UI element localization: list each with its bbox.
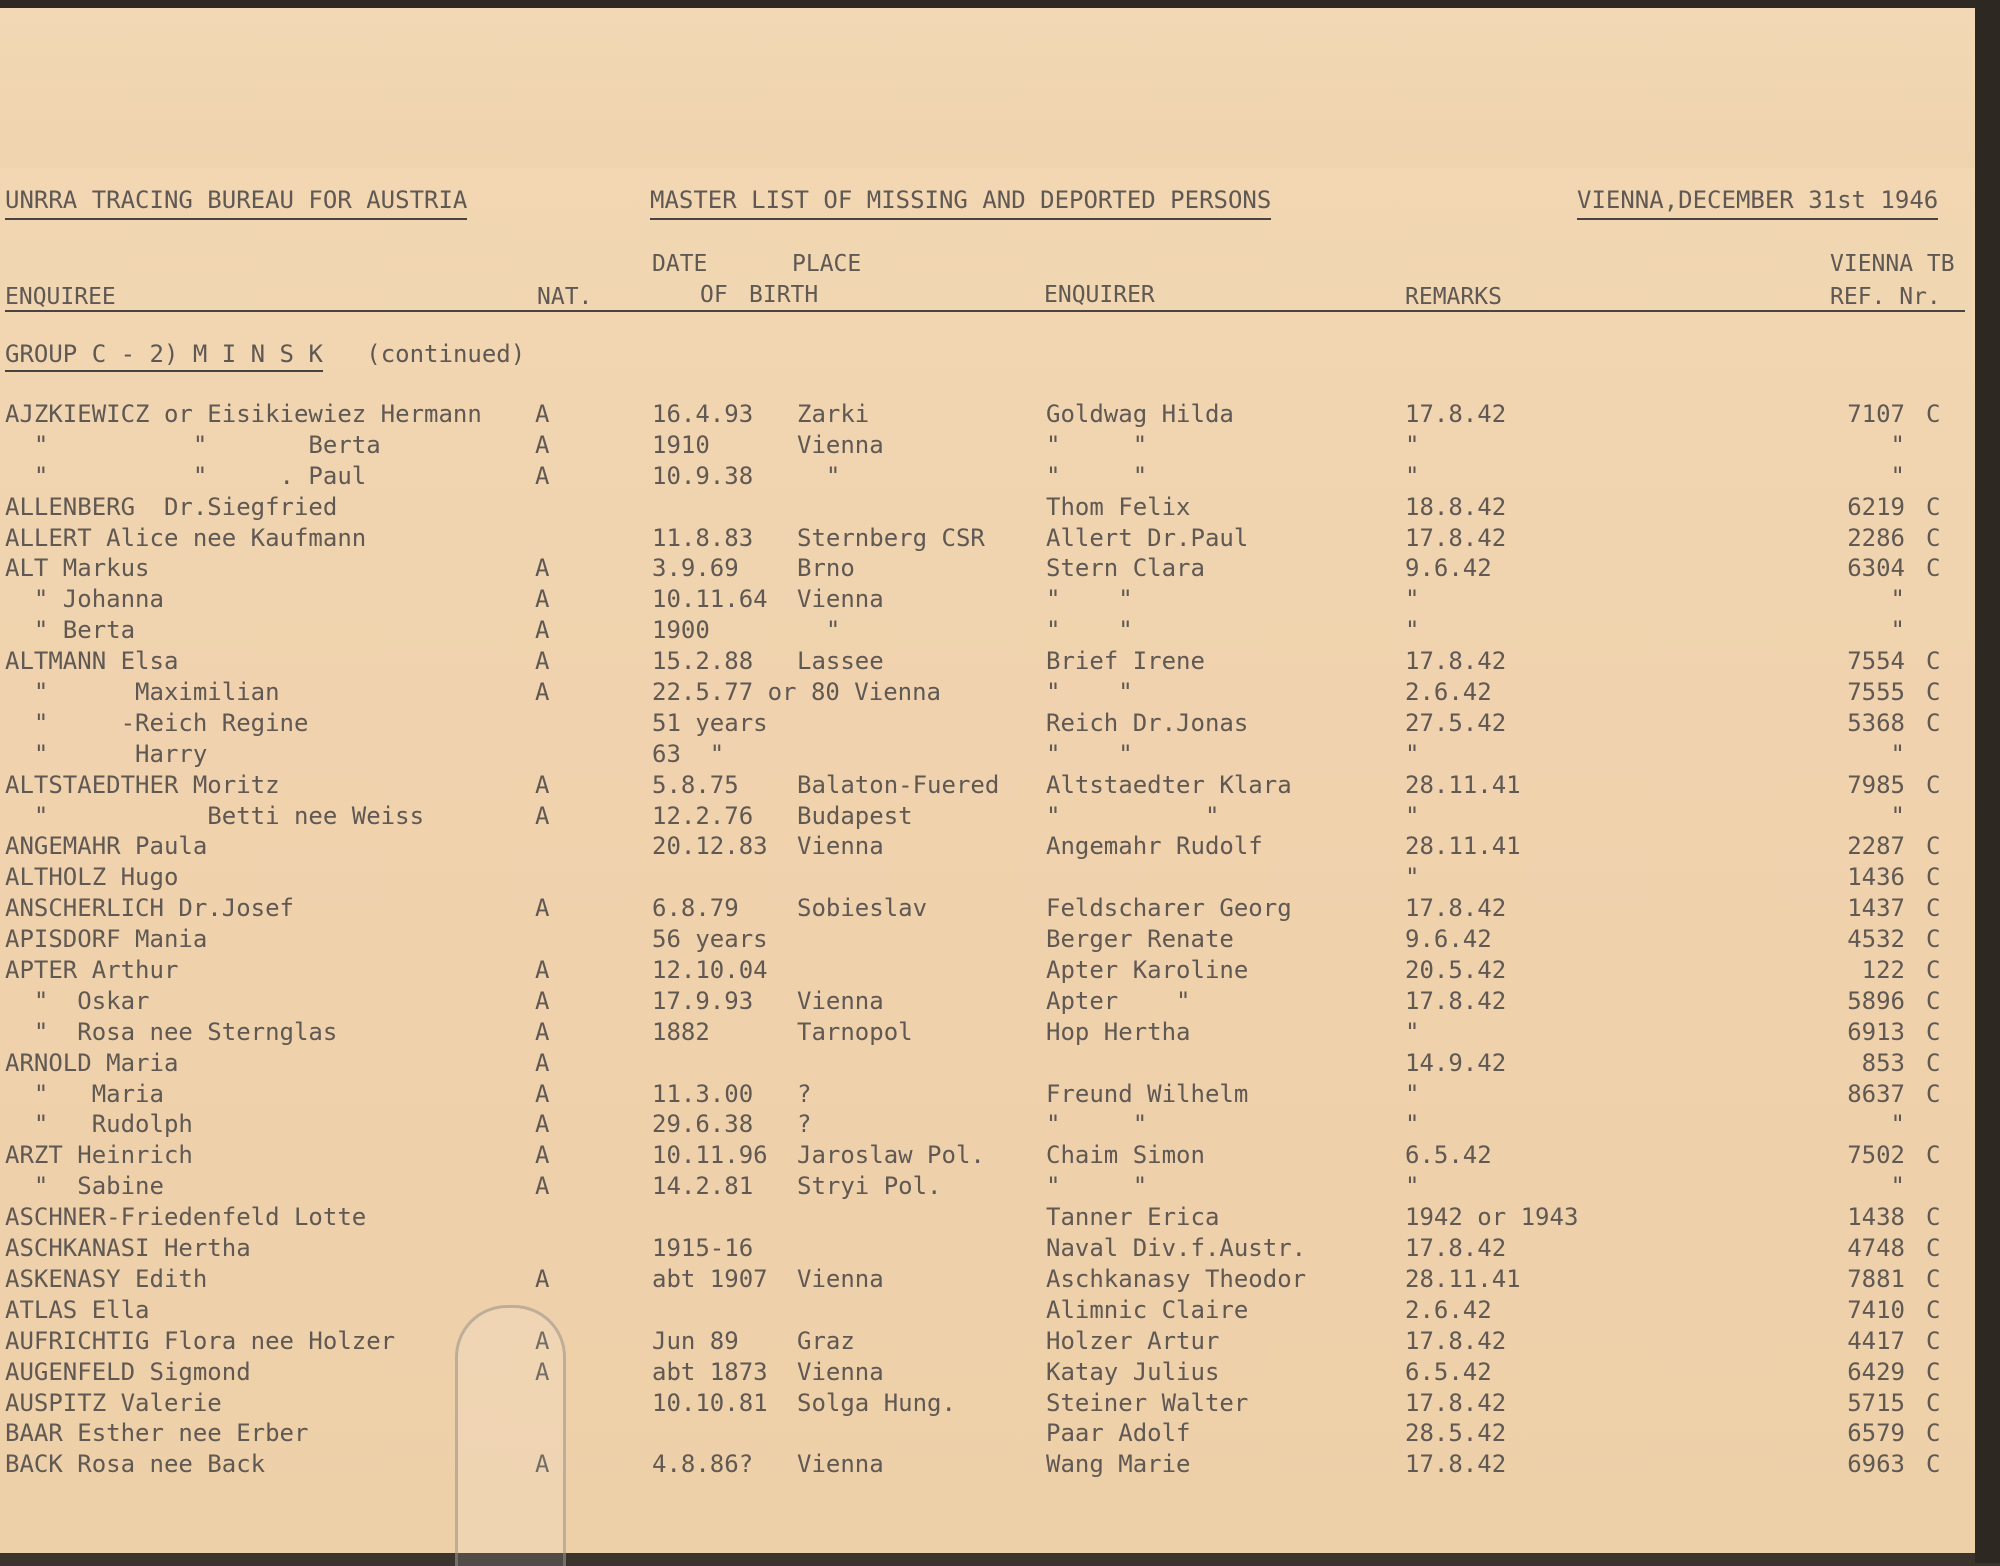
remarks-cell: 28.11.41	[1405, 770, 1521, 799]
table-row	[0, 1450, 1975, 1481]
enquiree-cell: " -Reich Regine	[5, 708, 309, 737]
reference-number-cell: 5368	[1847, 708, 1905, 737]
reference-number-cell: "	[1890, 585, 1905, 614]
reference-number-cell: 1436	[1847, 863, 1905, 892]
enquiree-cell: ASCHNER-Friedenfeld Lotte	[5, 1203, 367, 1232]
nationality-cell: A	[535, 986, 550, 1015]
enquirer-cell: Stern Clara	[1046, 554, 1205, 583]
enquirer-cell: " "	[1046, 739, 1133, 768]
reference-number-cell: 1437	[1847, 894, 1905, 923]
birth-date-cell: 6.8.79	[652, 894, 739, 923]
birth-date-cell: 14.2.81	[652, 1172, 754, 1201]
reference-code-cell: C	[1926, 1234, 1941, 1263]
table-row	[0, 1110, 1975, 1141]
enquirer-cell: Angemahr Rudolf	[1046, 832, 1263, 861]
remarks-cell: 17.8.42	[1405, 1450, 1507, 1479]
birth-date-cell: 10.9.38	[652, 461, 754, 490]
column-place-top: PLACE	[792, 251, 862, 277]
person-list	[0, 400, 1975, 1481]
table-row	[0, 1080, 1975, 1111]
table-row	[0, 493, 1975, 524]
nationality-cell: A	[535, 678, 550, 707]
reference-code-cell: C	[1926, 1450, 1941, 1479]
birth-date-cell: 1915-16	[652, 1234, 754, 1263]
nationality-cell: A	[535, 801, 550, 830]
enquiree-cell: ALTMANN Elsa	[5, 647, 179, 676]
nationality-cell: A	[535, 554, 550, 583]
remarks-cell: 14.9.42	[1405, 1048, 1507, 1077]
birth-place-cell: Graz	[797, 1326, 855, 1355]
enquirer-cell: Holzer Artur	[1046, 1326, 1220, 1355]
header-date: VIENNA,DECEMBER 31st 1946	[1577, 186, 1938, 220]
table-row	[0, 1265, 1975, 1296]
birth-date-cell: 11.3.00	[652, 1079, 754, 1108]
nationality-cell: A	[535, 1172, 550, 1201]
birth-place-cell: ?	[797, 1079, 812, 1108]
enquirer-cell: Paar Adolf	[1046, 1419, 1191, 1448]
enquiree-cell: ASKENASY Edith	[5, 1264, 208, 1293]
enquirer-cell: Aschkanasy Theodor	[1046, 1264, 1307, 1293]
table-row	[0, 894, 1975, 925]
enquiree-cell: ALTHOLZ Hugo	[5, 863, 179, 892]
enquiree-cell: " " Berta	[5, 430, 381, 459]
birth-date-cell: 1882	[652, 1017, 710, 1046]
birth-date-cell: 15.2.88	[652, 647, 754, 676]
header-title: MASTER LIST OF MISSING AND DEPORTED PERSONS	[650, 186, 1271, 220]
remarks-cell: 17.8.42	[1405, 400, 1507, 428]
enquiree-cell: AUFRICHTIG Flora nee Holzer	[5, 1326, 396, 1355]
birth-date-cell: 1900	[652, 616, 710, 645]
reference-number-cell: 7410	[1847, 1295, 1905, 1324]
reference-number-cell: 6304	[1847, 554, 1905, 583]
table-row	[0, 678, 1975, 709]
remarks-cell: "	[1405, 739, 1420, 768]
enquirer-cell: Goldwag Hilda	[1046, 400, 1234, 428]
enquirer-cell: Apter Karoline	[1046, 956, 1249, 985]
reference-number-cell: 122	[1861, 956, 1905, 985]
reference-number-cell: 4532	[1847, 925, 1905, 954]
remarks-cell: "	[1405, 430, 1420, 459]
remarks-cell: 18.8.42	[1405, 492, 1507, 521]
birth-date-cell: 11.8.83	[652, 523, 754, 552]
nationality-cell: A	[535, 585, 550, 614]
table-row	[0, 1234, 1975, 1265]
reference-code-cell: C	[1926, 832, 1941, 861]
birth-place-cell: Balaton-Fuered	[797, 770, 1000, 799]
birth-date-cell: 12.10.04	[652, 956, 768, 985]
nationality-cell: A	[535, 616, 550, 645]
nationality-cell: A	[535, 1264, 550, 1293]
table-row	[0, 1419, 1975, 1450]
table-row	[0, 802, 1975, 833]
reference-code-cell: C	[1926, 1203, 1941, 1232]
paper-clip	[455, 1305, 566, 1566]
reference-code-cell: C	[1926, 647, 1941, 676]
birth-date-cell: 4.8.86?	[652, 1450, 754, 1479]
reference-code-cell: C	[1926, 1388, 1941, 1417]
reference-number-cell: 8637	[1847, 1079, 1905, 1108]
table-row	[0, 771, 1975, 802]
reference-number-cell: "	[1890, 461, 1905, 490]
remarks-cell: "	[1405, 1110, 1420, 1139]
column-ref-top: VIENNA TB	[1830, 251, 1955, 277]
remarks-cell: 2.6.42	[1405, 678, 1492, 707]
reference-number-cell: "	[1890, 739, 1905, 768]
remarks-cell: 9.6.42	[1405, 554, 1492, 583]
table-row	[0, 863, 1975, 894]
birth-place-cell: Budapest	[797, 801, 913, 830]
nationality-cell: A	[535, 1017, 550, 1046]
remarks-cell: "	[1405, 1172, 1420, 1201]
table-row	[0, 1296, 1975, 1327]
reference-number-cell: 1438	[1847, 1203, 1905, 1232]
remarks-cell: 17.8.42	[1405, 1234, 1507, 1263]
reference-number-cell: "	[1890, 430, 1905, 459]
reference-code-cell: C	[1926, 1264, 1941, 1293]
nationality-cell: A	[535, 1079, 550, 1108]
birth-place-cell: Stryi Pol.	[797, 1172, 942, 1201]
nationality-cell: A	[535, 647, 550, 676]
birth-date-cell: 10.11.64	[652, 585, 768, 614]
reference-code-cell: C	[1926, 770, 1941, 799]
birth-date-cell: abt 1873	[652, 1357, 768, 1386]
column-date-bottom: OF	[700, 282, 728, 308]
birth-place-cell: Tarnopol	[797, 1017, 913, 1046]
birth-date-cell: 3.9.69	[652, 554, 739, 583]
birth-place-cell: Jaroslaw Pol.	[797, 1141, 985, 1170]
table-row	[0, 1327, 1975, 1358]
enquiree-cell: " Johanna	[5, 585, 164, 614]
birth-date-cell: 22.5.77 or 80 Vienna	[652, 678, 941, 707]
birth-place-cell: ?	[797, 1110, 812, 1139]
enquiree-cell: " Rudolph	[5, 1110, 193, 1139]
reference-code-cell: C	[1926, 986, 1941, 1015]
birth-date-cell: 29.6.38	[652, 1110, 754, 1139]
birth-date-cell: 10.10.81	[652, 1388, 768, 1417]
paper-fold-shading	[0, 8, 1975, 168]
remarks-cell: 1942 or 1943	[1405, 1203, 1579, 1232]
birth-place-cell: Vienna	[797, 585, 884, 614]
reference-number-cell: 7881	[1847, 1264, 1905, 1293]
birth-place-cell: Solga Hung.	[797, 1388, 956, 1417]
nationality-cell: A	[535, 1110, 550, 1139]
remarks-cell: 27.5.42	[1405, 708, 1507, 737]
reference-number-cell: 7554	[1847, 647, 1905, 676]
enquirer-cell: " "	[1046, 801, 1220, 830]
enquiree-cell: ANSCHERLICH Dr.Josef	[5, 894, 294, 923]
reference-code-cell: C	[1926, 925, 1941, 954]
birth-place-cell: Vienna	[797, 832, 884, 861]
remarks-cell: 28.11.41	[1405, 1264, 1521, 1293]
enquirer-cell: Brief Irene	[1046, 647, 1205, 676]
remarks-cell: 2.6.42	[1405, 1295, 1492, 1324]
enquiree-cell: BAAR Esther nee Erber	[5, 1419, 309, 1448]
birth-place-cell: Vienna	[797, 1264, 884, 1293]
birth-date-cell: 56 years	[652, 925, 768, 954]
table-row	[0, 585, 1975, 616]
remarks-cell: 28.11.41	[1405, 832, 1521, 861]
nationality-cell: A	[535, 1450, 550, 1479]
reference-number-cell: 4748	[1847, 1234, 1905, 1263]
birth-date-cell: Jun 89	[652, 1326, 739, 1355]
nationality-cell: A	[535, 1326, 550, 1355]
header-rule	[5, 310, 1965, 312]
remarks-cell: "	[1405, 801, 1420, 830]
table-row	[0, 400, 1975, 431]
enquirer-cell: " "	[1046, 430, 1148, 459]
reference-number-cell: 7985	[1847, 770, 1905, 799]
reference-number-cell: 2286	[1847, 523, 1905, 552]
enquiree-cell: ALT Markus	[5, 554, 150, 583]
nationality-cell: A	[535, 1141, 550, 1170]
group-note: (continued)	[366, 340, 526, 368]
enquiree-cell: " Oskar	[5, 986, 150, 1015]
enquiree-cell: ALLERT Alice nee Kaufmann	[5, 523, 367, 552]
enquirer-cell: Reich Dr.Jonas	[1046, 708, 1249, 737]
enquirer-cell: Tanner Erica	[1046, 1203, 1220, 1232]
reference-number-cell: 5896	[1847, 986, 1905, 1015]
column-remarks: REMARKS	[1405, 284, 1502, 310]
reference-number-cell: 5715	[1847, 1388, 1905, 1417]
reference-number-cell: 7555	[1847, 678, 1905, 707]
reference-code-cell: C	[1926, 1017, 1941, 1046]
enquiree-cell: ARNOLD Maria	[5, 1048, 179, 1077]
birth-date-cell: 16.4.93	[652, 400, 754, 428]
enquirer-cell: " "	[1046, 678, 1133, 707]
group-heading	[5, 340, 525, 368]
enquiree-cell: ALTSTAEDTHER Moritz	[5, 770, 280, 799]
reference-number-cell: 2287	[1847, 832, 1905, 861]
group-label: GROUP C - 2) M I N S K	[5, 340, 323, 372]
table-row	[0, 431, 1975, 462]
column-place-bottom: BIRTH	[749, 282, 819, 308]
table-row	[0, 1172, 1975, 1203]
column-nationality: NAT.	[537, 284, 593, 310]
reference-code-cell: C	[1926, 1357, 1941, 1386]
table-row	[0, 1358, 1975, 1389]
table-row	[0, 616, 1975, 647]
enquirer-cell: " "	[1046, 585, 1133, 614]
enquirer-cell: Thom Felix	[1046, 492, 1191, 521]
enquirer-cell: Alimnic Claire	[1046, 1295, 1249, 1324]
reference-code-cell: C	[1926, 1048, 1941, 1077]
enquiree-cell: " Harry	[5, 739, 208, 768]
table-row	[0, 956, 1975, 987]
enquirer-cell: Wang Marie	[1046, 1450, 1191, 1479]
birth-place-cell: Vienna	[797, 1450, 884, 1479]
table-row	[0, 740, 1975, 771]
column-enquiree: ENQUIREE	[5, 284, 116, 310]
table-row	[0, 709, 1975, 740]
remarks-cell: "	[1405, 461, 1420, 490]
birth-place-cell: Zarki	[797, 400, 870, 428]
reference-code-cell: C	[1926, 894, 1941, 923]
reference-code-cell: C	[1926, 1295, 1941, 1324]
table-row	[0, 1049, 1975, 1080]
reference-number-cell: "	[1890, 616, 1905, 645]
remarks-cell: 6.5.42	[1405, 1141, 1492, 1170]
enquirer-cell: Altstaedter Klara	[1046, 770, 1292, 799]
table-row	[0, 554, 1975, 585]
column-ref-bottom: REF. Nr.	[1830, 284, 1941, 310]
nationality-cell: A	[535, 894, 550, 923]
enquirer-cell: Freund Wilhelm	[1046, 1079, 1249, 1108]
birth-place-cell: Brno	[797, 554, 855, 583]
table-row	[0, 1018, 1975, 1049]
birth-place-cell: "	[797, 461, 841, 490]
reference-code-cell: C	[1926, 678, 1941, 707]
nationality-cell: A	[535, 400, 550, 428]
remarks-cell: 17.8.42	[1405, 986, 1507, 1015]
nationality-cell: A	[535, 770, 550, 799]
birth-date-cell: 51 years	[652, 708, 768, 737]
enquiree-cell: AJZKIEWICZ or Eisikiewiez Hermann	[5, 400, 482, 428]
remarks-cell: 20.5.42	[1405, 956, 1507, 985]
birth-date-cell: 12.2.76	[652, 801, 754, 830]
reference-number-cell: 7502	[1847, 1141, 1905, 1170]
remarks-cell: "	[1405, 1017, 1420, 1046]
enquiree-cell: APISDORF Mania	[5, 925, 208, 954]
enquiree-cell: " Betti nee Weiss	[5, 801, 425, 830]
enquiree-cell: " Rosa nee Sternglas	[5, 1017, 338, 1046]
reference-number-cell: 4417	[1847, 1326, 1905, 1355]
birth-date-cell: 5.8.75	[652, 770, 739, 799]
reference-code-cell: C	[1926, 554, 1941, 583]
birth-date-cell: 17.9.93	[652, 986, 754, 1015]
reference-number-cell: 853	[1861, 1048, 1905, 1077]
enquiree-cell: AUGENFELD Sigmond	[5, 1357, 251, 1386]
birth-place-cell: Vienna	[797, 430, 884, 459]
reference-number-cell: 6219	[1847, 492, 1905, 521]
enquirer-cell: Allert Dr.Paul	[1046, 523, 1249, 552]
header-organization: UNRRA TRACING BUREAU FOR AUSTRIA	[5, 186, 467, 220]
enquiree-cell: AUSPITZ Valerie	[5, 1388, 222, 1417]
remarks-cell: 9.6.42	[1405, 925, 1492, 954]
reference-number-cell: 6579	[1847, 1419, 1905, 1448]
remarks-cell: 28.5.42	[1405, 1419, 1507, 1448]
reference-code-cell: C	[1926, 708, 1941, 737]
remarks-cell: "	[1405, 616, 1420, 645]
remarks-cell: 6.5.42	[1405, 1357, 1492, 1386]
reference-code-cell: C	[1926, 863, 1941, 892]
birth-date-cell: 20.12.83	[652, 832, 768, 861]
table-row	[0, 524, 1975, 555]
birth-place-cell: Sobieslav	[797, 894, 928, 923]
remarks-cell: 17.8.42	[1405, 1388, 1507, 1417]
remarks-cell: 17.8.42	[1405, 647, 1507, 676]
remarks-cell: "	[1405, 863, 1420, 892]
birth-date-cell: 1910	[652, 430, 710, 459]
birth-place-cell: Vienna	[797, 986, 884, 1015]
birth-date-cell: abt 1907	[652, 1264, 768, 1293]
table-row	[0, 987, 1975, 1018]
reference-number-cell: 6429	[1847, 1357, 1905, 1386]
remarks-cell: 17.8.42	[1405, 894, 1507, 923]
enquiree-cell: " Berta	[5, 616, 136, 645]
nationality-cell: A	[535, 1048, 550, 1077]
table-row	[0, 1389, 1975, 1420]
remarks-cell: "	[1405, 1079, 1420, 1108]
enquirer-cell: " "	[1046, 1110, 1148, 1139]
enquiree-cell: ANGEMAHR Paula	[5, 832, 208, 861]
enquiree-cell: " " . Paul	[5, 461, 367, 490]
enquirer-cell: Chaim Simon	[1046, 1141, 1205, 1170]
reference-code-cell: C	[1926, 1141, 1941, 1170]
birth-place-cell: "	[797, 616, 841, 645]
table-row	[0, 1141, 1975, 1172]
remarks-cell: 17.8.42	[1405, 1326, 1507, 1355]
enquiree-cell: ALLENBERG Dr.Siegfried	[5, 492, 338, 521]
remarks-cell: "	[1405, 585, 1420, 614]
enquiree-cell: " Sabine	[5, 1172, 164, 1201]
enquirer-cell: Naval Div.f.Austr.	[1046, 1234, 1307, 1263]
birth-date-cell: 10.11.96	[652, 1141, 768, 1170]
enquirer-cell: Hop Hertha	[1046, 1017, 1191, 1046]
table-row	[0, 647, 1975, 678]
enquiree-cell: APTER Arthur	[5, 956, 179, 985]
table-row	[0, 462, 1975, 493]
reference-code-cell: C	[1926, 1419, 1941, 1448]
reference-code-cell: C	[1926, 400, 1941, 428]
table-row	[0, 925, 1975, 956]
birth-place-cell: Vienna	[797, 1357, 884, 1386]
reference-number-cell: 6913	[1847, 1017, 1905, 1046]
reference-code-cell: C	[1926, 523, 1941, 552]
enquirer-cell: " "	[1046, 1172, 1148, 1201]
nationality-cell: A	[535, 430, 550, 459]
enquirer-cell: " "	[1046, 461, 1148, 490]
enquiree-cell: ARZT Heinrich	[5, 1141, 193, 1170]
reference-code-cell: C	[1926, 1079, 1941, 1108]
enquirer-cell: Katay Julius	[1046, 1357, 1220, 1386]
enquirer-cell: Steiner Walter	[1046, 1388, 1249, 1417]
table-row	[0, 1203, 1975, 1234]
reference-number-cell: "	[1890, 1110, 1905, 1139]
enquirer-cell: " "	[1046, 616, 1133, 645]
reference-number-cell: "	[1890, 801, 1905, 830]
reference-number-cell: 6963	[1847, 1450, 1905, 1479]
birth-place-cell: Sternberg CSR	[797, 523, 985, 552]
column-date-top: DATE	[652, 251, 708, 277]
enquiree-cell: " Maximilian	[5, 678, 280, 707]
reference-code-cell: C	[1926, 956, 1941, 985]
enquirer-cell: Berger Renate	[1046, 925, 1234, 954]
reference-number-cell: 7107	[1847, 400, 1905, 428]
enquiree-cell: " Maria	[5, 1079, 164, 1108]
birth-place-cell: Lassee	[797, 647, 884, 676]
reference-code-cell: C	[1926, 492, 1941, 521]
enquiree-cell: ATLAS Ella	[5, 1295, 150, 1324]
table-row	[0, 832, 1975, 863]
reference-number-cell: "	[1890, 1172, 1905, 1201]
remarks-cell: 17.8.42	[1405, 523, 1507, 552]
nationality-cell: A	[535, 1357, 550, 1386]
enquiree-cell: ASCHKANASI Hertha	[5, 1234, 251, 1263]
enquiree-cell: BACK Rosa nee Back	[5, 1450, 266, 1479]
enquirer-cell: Feldscharer Georg	[1046, 894, 1292, 923]
column-enquirer: ENQUIRER	[1044, 282, 1155, 308]
scan-right-border	[1975, 0, 2000, 1563]
nationality-cell: A	[535, 461, 550, 490]
reference-code-cell: C	[1926, 1326, 1941, 1355]
nationality-cell: A	[535, 956, 550, 985]
birth-date-cell: 63 "	[652, 739, 725, 768]
enquirer-cell: Apter "	[1046, 986, 1191, 1015]
